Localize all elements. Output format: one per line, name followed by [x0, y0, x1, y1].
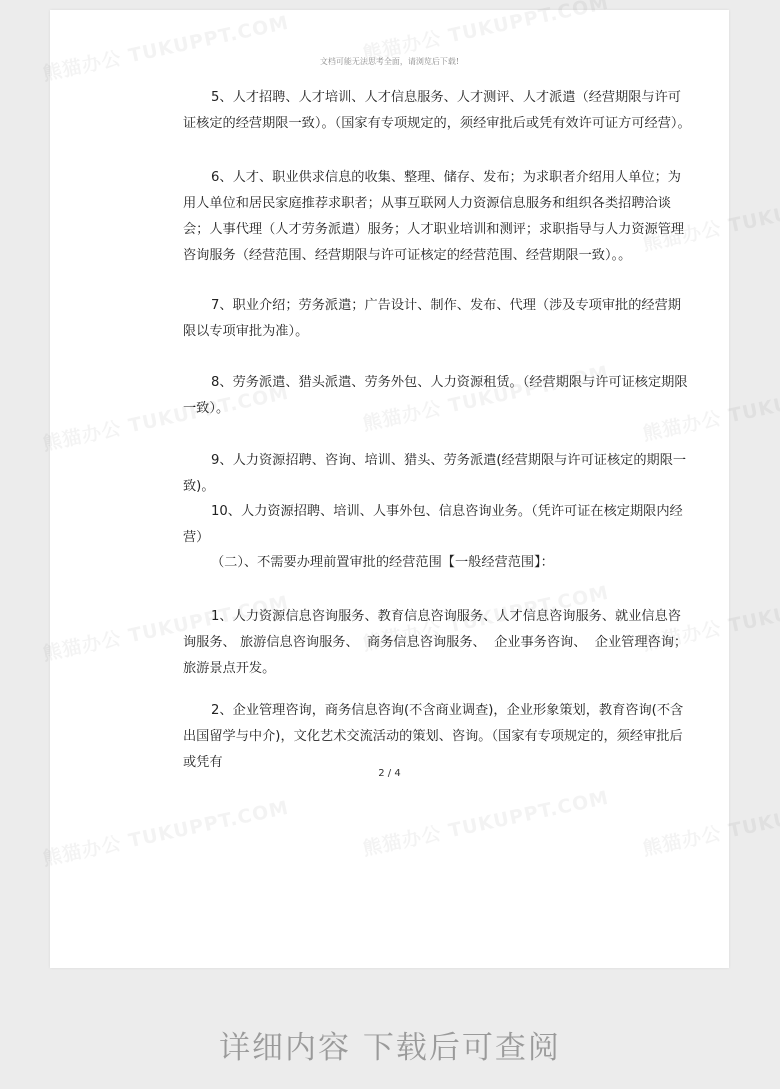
- paragraph-item-9: 9、人力资源招聘、咨询、培训、猎头、劳务派遣(经营期限与许可证核定的期限一致)。: [183, 453, 687, 494]
- page-indicator: 2 / 4: [378, 768, 401, 779]
- footer-download-hint: 详细内容 下载后可查阅: [219, 1030, 561, 1066]
- paragraph-item-6: 6、人才、职业供求信息的收集、整理、储存、发布；为求职者介绍用人单位；为用人单位和居民家庭推荐求职者；从事互联网人力资源信息服务和组织各类招聘洽谈会；人事代理（人才劳务派遣）服务；人才职业培训和测评；求职指导与人力资源管理咨询服务（经营范围、经营期限与许可证核定的经营范围、经营期限一致）。。: [183, 170, 685, 263]
- paragraph-item-7: 7、职业介绍；劳务派遣；广告设计、制作、发布、代理（涉及专项审批的经营期限以专项审批为准）。: [183, 298, 681, 339]
- paragraph-general-1: 1、人力资源信息咨询服务、教育信息咨询服务、人才信息咨询服务、就业信息咨询服务、 旅游信息咨询服务、 商务信息咨询服务、 企业事务咨询、 企业管理咨询；旅游景点开发。: [183, 609, 688, 676]
- download-notice: 文档可能无法思考全面，请浏览后下载!: [319, 57, 460, 66]
- paragraph-item-10: 10、人力资源招聘、培训、人事外包、信息咨询业务。（凭许可证在核定期限内经营）: [183, 504, 683, 545]
- paragraph-general-2: 2、企业管理咨询，商务信息咨询(不含商业调查)，企业形象策划，教育咨询(不含出国留学与中介)，文化艺术交流活动的策划、咨询。（国家有专项规定的，须经审批后或凭有: [183, 703, 684, 770]
- paragraph-item-5: 5、人才招聘、人才培训、人才信息服务、人才测评、人才派遣（经营期限与许可证核定的经营期限一致）。（国家有专项规定的，须经审批后或凭有效许可证方可经营）。: [183, 90, 691, 131]
- paragraph-item-8: 8、劳务派遣、猎头派遣、劳务外包、人力资源租赁。（经营期限与许可证核定期限一致）。: [183, 375, 688, 416]
- section-heading-general-scope: （二）、不需要办理前置审批的经营范围【一般经营范围】：: [211, 555, 554, 570]
